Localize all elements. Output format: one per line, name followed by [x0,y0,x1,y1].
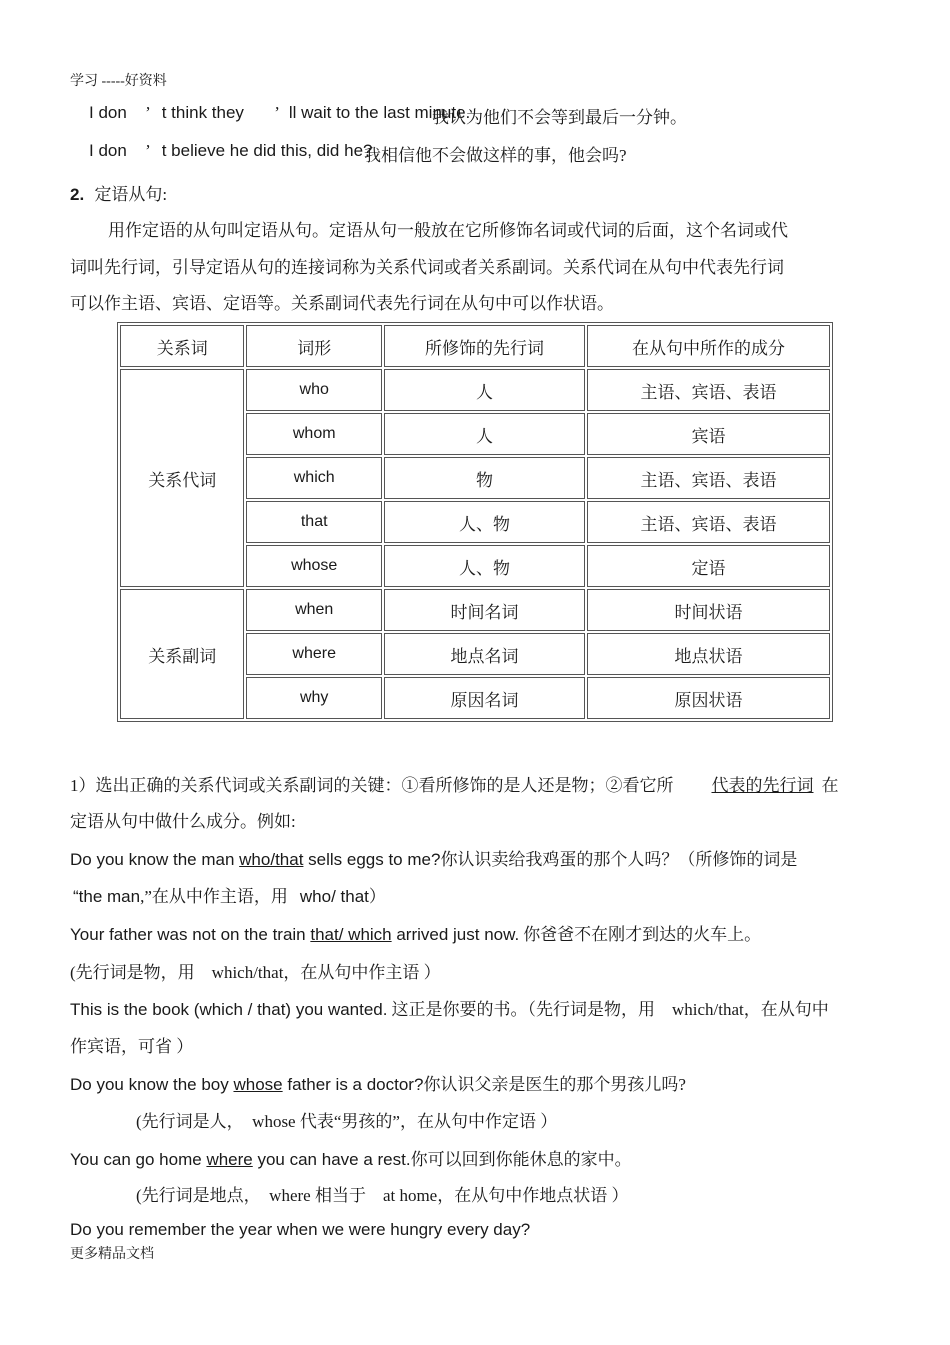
point-1-line-1 [70,771,839,796]
example-whose-note: (先行词是人， whose 代表“男孩的”，在从句中作定语 ） [136,1112,558,1131]
table-header-cell: 词形 [246,325,382,367]
example-who-quote-end: ,” [140,887,152,906]
group-cell-relative-pronouns: 关系代词 [120,369,244,587]
group-cell-relative-adverbs: 关系副词 [120,589,244,719]
example-line-2 [89,141,372,161]
example-where-en-b: you can have a rest. [252,1150,411,1169]
word-cell: which [246,457,382,499]
example-book-en: This is the book (which / that) you wanted. [70,1000,388,1019]
word-cell: why [246,677,382,719]
point-1-underlined: 代表的先行词 [711,776,814,795]
example-2-apostrophe: ’ [145,141,150,160]
example-who-note: 在从中作主语，用 [151,887,288,906]
example-who-line-1 [70,845,797,870]
function-cell: 宾语 [587,413,830,455]
example-which-note: (先行词是物，用 which/that，在从句中作主语 ） [70,963,441,982]
example-where-line-1 [70,1145,632,1170]
example-1-en-c: ll wait to the last minute. [288,103,471,122]
example-2-en-a: I don [89,141,127,160]
antecedent-cell: 地点名词 [384,633,585,675]
example-book-line-2: 作宾语，可省 ） [70,1037,194,1056]
point-1-line-2: 定语从句中做什么成分。例如: [70,812,296,831]
page-header: 学习 -----好资料 [70,74,167,89]
function-cell: 定语 [587,545,830,587]
example-1-en-b: t think they [161,103,244,122]
example-who-en-a: Do you know the man [70,850,240,869]
example-which-line-1 [70,920,761,945]
example-whose-line-1 [70,1070,686,1095]
example-who-en-b: sells eggs to me? [303,850,441,869]
example-where-en-a: You can go home [70,1150,207,1169]
word-cell: that [246,501,382,543]
example-which-underlined: that/ which [310,925,392,944]
section-2-para-line-3: 可以作主语、宾语、定语等。关系副词代表先行词在从句中可以作状语。 [70,294,614,313]
example-which-en-a: Your father was not on the train [70,925,311,944]
function-cell: 主语、宾语、表语 [587,501,830,543]
table-header-row [120,325,830,367]
section-2-number: 2. [70,185,85,204]
word-cell: whose [246,545,382,587]
page-footer: 更多精品文档 [70,1247,154,1262]
example-whose-en-a: Do you know the boy [70,1075,234,1094]
word-cell: who [246,369,382,411]
example-where-cn: 你可以回到你能休息的家中。 [410,1150,632,1169]
antecedent-cell: 人、物 [384,545,585,587]
example-whose-underlined: whose [233,1075,283,1094]
example-line-1 [89,103,470,123]
section-2-para-line-1: 用作定语的从句叫定语从句。定语从句一般放在它所修饰名词或代词的后面，这个名词或代 [108,221,788,240]
function-cell: 主语、宾语、表语 [587,369,830,411]
antecedent-cell: 时间名词 [384,589,585,631]
example-1-cn: 我认为他们不会等到最后一分钟。 [432,108,687,127]
section-2-para-line-2: 词叫先行词，引导定语从句的连接词称为关系代词或者关系副词。关系代词在从句中代表先行词 [70,258,784,277]
example-who-note-words: who/ that） [299,887,386,906]
example-whose-en-b: father is a doctor? [282,1075,424,1094]
section-2-title: 定语从句: [94,185,168,204]
function-cell: 主语、宾语、表语 [587,457,830,499]
word-cell: where [246,633,382,675]
antecedent-cell: 人 [384,369,585,411]
example-which-en-b: arrived just now. [391,925,520,944]
antecedent-cell: 物 [384,457,585,499]
table-header-cell: 关系词 [120,325,244,367]
example-book-cn: 这正是你要的书。（先行词是物，用 which/that，在从句中 [391,1000,829,1019]
example-who-cn: 你认识卖给我鸡蛋的那个人吗？（所修饰的词是 [440,850,798,869]
table-row [120,589,830,631]
relative-words-table [117,322,833,722]
table-row [120,369,830,411]
word-cell: whom [246,413,382,455]
example-where-underlined: where [206,1150,253,1169]
example-1-en-a: I don [89,103,127,122]
function-cell: 原因状语 [587,677,830,719]
function-cell: 时间状语 [587,589,830,631]
point-1-text-b: 在 [821,776,839,795]
antecedent-cell: 人 [384,413,585,455]
example-2-en-b: t believe he did this, did he? [161,141,373,160]
example-who-line-2 [73,882,386,907]
function-cell: 地点状语 [587,633,830,675]
example-2-cn: 我相信他不会做这样的事，他会吗? [364,146,627,165]
point-1-text-a: 1）选出正确的关系代词或关系副词的关键：①看所修饰的是人还是物；②看它所 [70,776,674,795]
table-header-cell: 在从句中所作的成分 [587,325,830,367]
example-1-apostrophe-2: ’ [274,103,279,122]
example-which-cn: 你爸爸不在刚才到达的火车上。 [523,925,762,944]
example-whose-cn: 你认识父亲是医生的那个男孩儿吗? [423,1075,686,1094]
word-cell: when [246,589,382,631]
example-book-line-1 [70,995,829,1020]
example-who-underlined: who/that [239,850,304,869]
example-1-apostrophe-1: ’ [145,103,150,122]
example-who-quote: “the man [73,887,141,906]
antecedent-cell: 原因名词 [384,677,585,719]
table-header-cell: 所修饰的先行词 [384,325,585,367]
example-where-note: (先行词是地点， where 相当于 at home，在从句中作地点状语 ） [136,1186,629,1205]
section-2-heading [70,180,167,205]
antecedent-cell: 人、物 [384,501,585,543]
example-when-line: Do you remember the year when we were hungry every day? [70,1220,531,1239]
